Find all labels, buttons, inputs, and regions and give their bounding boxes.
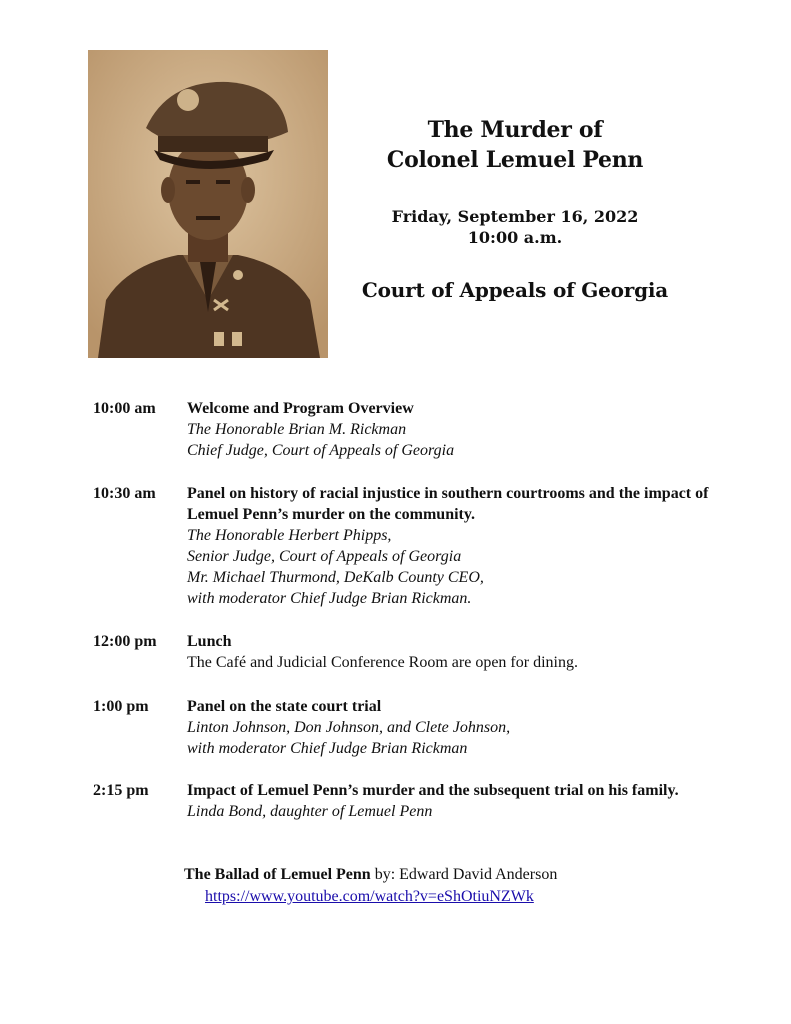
event-venue: Court of Appeals of Georgia — [361, 278, 669, 302]
schedule-time: 12:00 pm — [93, 633, 157, 650]
schedule-time: 1:00 pm — [93, 698, 149, 715]
schedule-title: Welcome and Program Overview — [187, 400, 414, 417]
title-line-2: Colonel Lemuel Penn — [386, 147, 644, 173]
ballad-link[interactable]: https://www.youtube.com/watch?v=eShOtiuNZWk — [205, 888, 534, 905]
ballad-credit — [184, 864, 557, 885]
portrait-photo — [88, 50, 328, 358]
schedule-title: Panel on history of racial injustice in southern courtrooms and the impact of Lemuel Penn’s murder on the community. — [187, 485, 709, 523]
event-date: Friday, September 16, 2022 — [391, 207, 639, 226]
schedule-detail: Mr. Michael Thurmond, DeKalb County CEO, — [187, 569, 484, 586]
schedule-detail: Linton Johnson, Don Johnson, and Clete Johnson, — [187, 719, 511, 736]
schedule-detail: The Honorable Herbert Phipps, — [187, 527, 392, 544]
schedule-item — [93, 780, 713, 822]
schedule-item — [93, 696, 713, 759]
event-time: 10:00 a.m. — [467, 228, 563, 247]
schedule-title: Lunch — [187, 633, 232, 650]
portrait-image — [88, 50, 328, 358]
page-title — [340, 115, 690, 175]
event-datetime — [340, 206, 690, 248]
ballad-title: The Ballad of Lemuel Penn — [184, 866, 371, 883]
schedule-detail: The Café and Judicial Conference Room are open for dining. — [187, 654, 578, 671]
schedule-time: 2:15 pm — [93, 782, 149, 799]
schedule-item — [93, 631, 713, 673]
schedule-detail: with moderator Chief Judge Brian Rickman — [187, 740, 468, 757]
schedule-title: Impact of Lemuel Penn’s murder and the subsequent trial on his family. — [187, 782, 679, 799]
schedule-detail: Linda Bond, daughter of Lemuel Penn — [187, 803, 433, 820]
schedule-detail: Chief Judge, Court of Appeals of Georgia — [187, 442, 455, 459]
title-line-1: The Murder of — [427, 117, 603, 143]
schedule-detail: with moderator Chief Judge Brian Rickman. — [187, 590, 472, 607]
ballad-byline: by: Edward David Anderson — [370, 866, 558, 883]
schedule-title: Panel on the state court trial — [187, 698, 382, 715]
schedule-item — [93, 483, 713, 609]
schedule-time: 10:30 am — [93, 485, 156, 502]
schedule-detail: The Honorable Brian M. Rickman — [187, 421, 407, 438]
schedule-item — [93, 398, 713, 461]
schedule-detail: Senior Judge, Court of Appeals of Georgia — [187, 548, 462, 565]
schedule-time: 10:00 am — [93, 400, 156, 417]
